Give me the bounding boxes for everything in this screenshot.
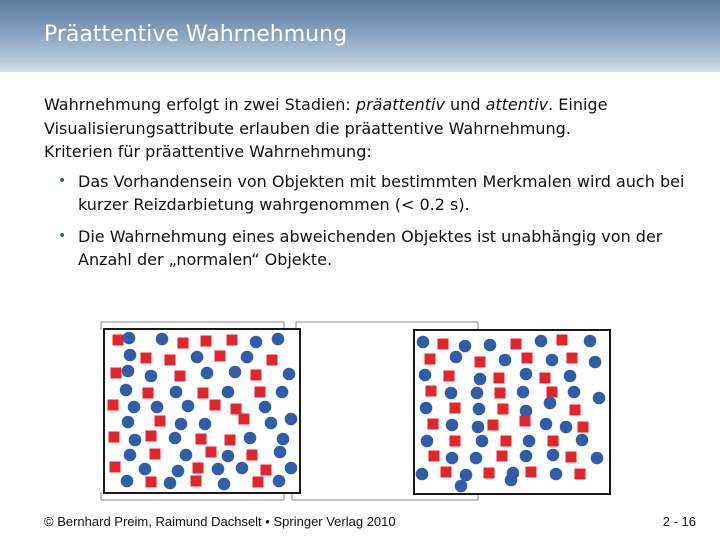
blue-circle-mark [446,452,459,465]
blue-circle-mark [139,463,152,476]
blue-circle-mark [540,418,553,431]
blue-circle-mark [419,369,432,382]
red-square-mark [150,449,161,460]
red-square-mark [267,355,278,366]
blue-circle-mark [170,386,183,399]
blue-circle-mark [273,475,286,488]
blue-circle-mark [123,332,136,345]
blue-circle-mark [420,402,433,415]
red-square-mark [239,414,250,425]
blue-circle-mark [584,335,597,348]
red-square-mark [210,400,221,411]
intro-stage-preattentive: präattentiv [355,95,445,114]
blue-circle-mark [276,386,289,399]
blue-circle-mark [265,417,278,430]
bullet-icon: • [58,227,67,244]
blue-circle-mark [250,336,263,349]
red-square-mark [425,354,436,365]
blue-circle-mark [285,462,298,475]
red-square-mark [113,335,124,346]
blue-circle-mark [182,400,195,413]
blue-circle-mark [517,386,530,399]
intro-end: . Einige Visualisierungsattribute erlauben die präattentive Wahrnehmung. [44,95,608,138]
blue-circle-mark [472,421,485,434]
blue-circle-mark [241,351,254,364]
blue-circle-mark [212,463,225,476]
red-square-mark [547,387,558,398]
red-square-mark [557,335,568,346]
red-square-mark [450,436,461,447]
red-square-mark [494,373,505,384]
blue-circle-mark [156,333,169,346]
blue-circle-mark [546,354,559,367]
red-square-mark [428,419,439,430]
blue-circle-mark [201,367,214,380]
red-square-mark [578,422,589,433]
blue-circle-mark [259,401,272,414]
blue-circle-mark [544,397,557,410]
blue-circle-mark [218,478,231,491]
blue-circle-mark [222,450,235,463]
blue-circle-mark [180,449,193,462]
red-square-mark [193,463,204,474]
red-square-mark [111,368,122,379]
footer-credit [44,514,396,529]
footer-publisher: Springer Verlag 2010 [273,514,396,529]
red-square-mark [522,353,533,364]
red-square-mark [566,452,577,463]
red-square-mark [196,434,207,445]
red-square-mark [501,436,512,447]
blue-circle-mark [145,370,158,383]
red-square-mark [444,371,455,382]
red-square-mark [251,370,262,381]
red-square-mark [438,339,449,350]
blue-circle-mark [229,366,242,379]
intro-stage-attentive: attentiv [485,95,549,114]
red-square-mark [475,357,486,368]
red-square-mark [146,431,157,442]
blue-circle-mark [272,333,285,346]
blue-circle-mark [560,421,573,434]
red-square-mark [109,432,120,443]
blue-circle-mark [520,368,533,381]
red-square-mark [548,436,559,447]
red-square-mark [143,388,154,399]
red-square-mark [429,451,440,462]
red-square-mark [201,336,212,347]
red-square-mark [540,373,551,384]
blue-circle-mark [172,465,185,478]
red-square-mark [495,388,506,399]
blue-circle-mark [129,434,142,447]
red-square-mark [520,416,531,427]
red-square-mark [441,467,452,478]
blue-circle-mark [175,418,188,431]
blue-circle-mark [459,340,472,353]
red-square-mark [231,404,242,415]
blue-circle-mark [244,432,257,445]
red-square-mark [450,403,461,414]
red-square-mark [225,435,236,446]
red-square-mark [253,477,264,488]
blue-circle-mark [446,419,459,432]
blue-circle-mark [236,462,249,475]
blue-circle-mark [520,405,533,418]
red-square-mark [575,469,586,480]
blue-circle-mark [499,354,512,367]
blue-circle-mark [471,387,484,400]
red-square-mark [165,355,176,366]
red-square-mark [215,351,226,362]
criteria-text: Die Wahrnehmung eines abweichenden Objektes ist unabhängig von der Anzahl der „normalen“ Objekte. [78,226,663,269]
red-square-mark [255,387,266,398]
red-square-mark [175,371,186,382]
slide-title: Präattentive Wahrnehmung [44,22,348,47]
blue-circle-mark [445,387,458,400]
footer-separator-icon: • [265,514,270,529]
blue-circle-mark [550,468,563,481]
blue-circle-mark [591,452,604,465]
page-number: 2 - 16 [662,514,696,529]
blue-circle-mark [593,392,606,405]
red-square-mark [426,386,437,397]
red-square-mark [567,353,578,364]
blue-circle-mark [120,384,133,397]
blue-circle-mark [164,477,177,490]
red-square-mark [146,477,157,488]
intro-and: und [444,95,486,114]
footer-copyright: © Bernhard Preim, Raimund Dachselt [44,514,262,529]
blue-circle-mark [564,370,577,383]
criteria-text: Das Vorhandensein von Objekten mit bestimmten Merkmalen wird auch bei kurzer Reizdarbietung wahrgenommen (< 0.2 s). [78,171,685,214]
red-square-mark [261,465,272,476]
red-square-mark [141,353,152,364]
red-square-mark [155,416,166,427]
blue-circle-mark [222,386,235,399]
blue-circle-mark [484,339,497,352]
red-square-mark [511,339,522,350]
red-square-mark [110,462,121,473]
blue-circle-mark [417,336,430,349]
blue-circle-mark [124,349,137,362]
blue-circle-mark [476,435,489,448]
blue-circle-mark [421,435,434,448]
red-square-mark [570,405,581,416]
blue-circle-mark [191,351,204,364]
blue-circle-mark [535,335,548,348]
bullet-icon: • [58,172,67,189]
blue-circle-mark [416,468,429,481]
blue-circle-mark [568,386,581,399]
blue-circle-mark [474,373,487,386]
blue-circle-mark [460,469,473,482]
blue-circle-mark [473,403,486,416]
red-square-mark [497,451,508,462]
red-square-mark [198,388,209,399]
blue-circle-mark [470,452,483,465]
blue-circle-mark [151,401,164,414]
blue-circle-mark [455,480,468,493]
blue-circle-mark [122,416,135,429]
red-square-mark [247,450,258,461]
red-square-mark [191,476,202,487]
red-square-mark [178,338,189,349]
red-square-mark [484,468,495,479]
red-square-mark [227,335,238,346]
blue-circle-mark [124,449,137,462]
blue-circle-mark [122,365,135,378]
blue-circle-mark [505,474,518,487]
blue-circle-mark [589,356,602,369]
red-square-mark [488,420,499,431]
red-square-mark [206,447,217,458]
red-square-mark [526,467,537,478]
blue-circle-mark [277,433,290,446]
blue-circle-mark [283,368,296,381]
blue-circle-mark [121,475,134,488]
blue-circle-mark [450,351,463,364]
intro-start: Wahrnehmung erfolgt in zwei Stadien: [44,95,356,114]
blue-circle-mark [520,450,533,463]
blue-circle-mark [274,446,287,459]
blue-circle-mark [523,435,536,448]
blue-circle-mark [128,401,141,414]
red-square-mark [108,400,119,411]
blue-circle-mark [547,449,560,462]
blue-circle-mark [576,434,589,447]
red-square-mark [498,404,509,415]
blue-circle-mark [169,432,182,445]
blue-circle-mark [199,418,212,431]
blue-circle-mark [285,413,298,426]
criteria-heading: Kriterien für präattentive Wahrnehmung: [44,142,372,161]
